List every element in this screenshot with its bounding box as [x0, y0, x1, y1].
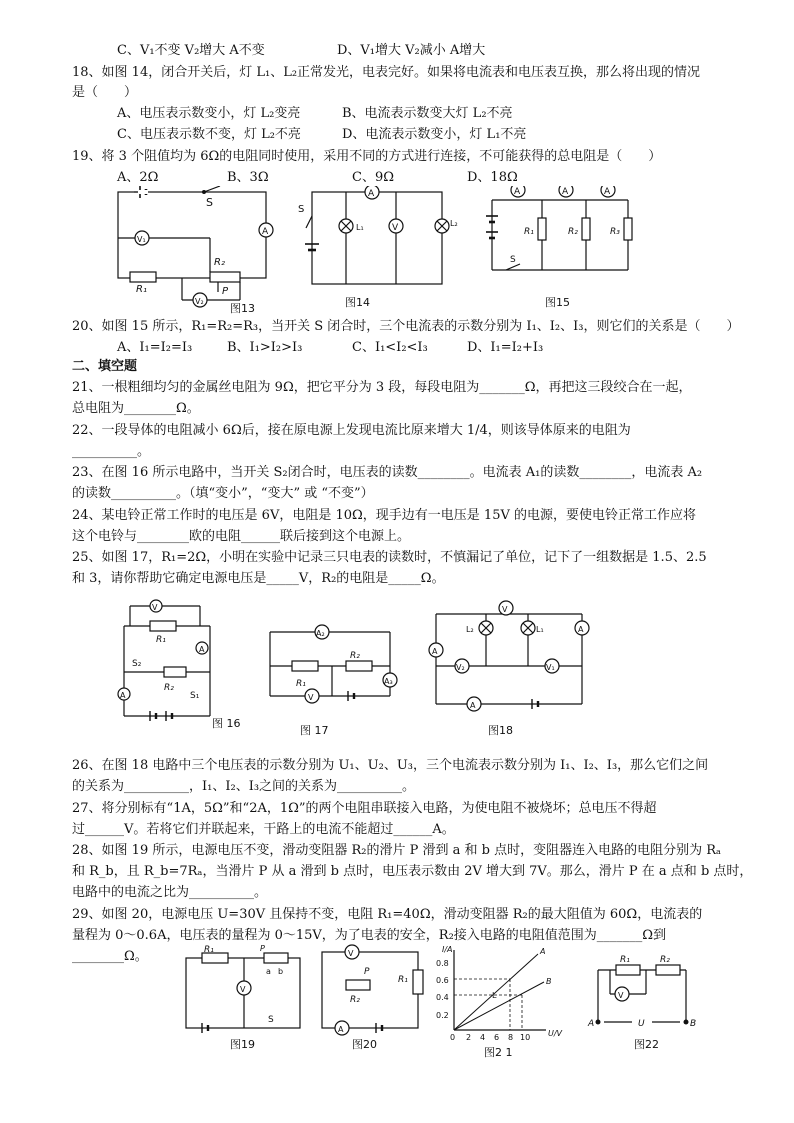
figure-13-circuit: [118, 186, 273, 307]
svg-text:V: V: [348, 949, 354, 958]
figure-15-caption: 图15: [545, 296, 570, 309]
q19-option-b: B、3Ω: [227, 170, 269, 185]
q19-option-c: C、9Ω: [352, 170, 394, 185]
svg-text:A: A: [578, 625, 584, 634]
svg-text:S: S: [268, 1015, 274, 1025]
figure-18-caption: 图18: [488, 724, 513, 737]
svg-text:R₁: R₁: [620, 955, 630, 965]
svg-text:R₂: R₂: [350, 651, 360, 661]
figure-22-caption: 图22: [634, 1038, 659, 1051]
figures-16-17-18: [110, 596, 610, 738]
q19-option-a: A、2Ω: [117, 170, 159, 185]
svg-text:0: 0: [450, 1033, 456, 1042]
q17-options: [117, 42, 485, 60]
q20-option-b: B、I₁>I₂>I₃: [227, 340, 303, 355]
svg-text:R₁: R₁: [204, 945, 214, 955]
svg-text:4: 4: [480, 1033, 486, 1042]
svg-text:L₂: L₂: [466, 625, 474, 634]
q18-stem: 18、如图 14，闭合开关后，灯 L₁、L₂正常发光，电表完好。如果将电流表和电压表互换，那么将出现的情况: [72, 65, 701, 80]
svg-text:b: b: [278, 967, 284, 976]
figure-18-circuit: [429, 601, 589, 711]
svg-text:6: 6: [494, 1033, 500, 1042]
svg-text:A: A: [120, 691, 126, 700]
svg-text:S: S: [298, 204, 305, 215]
svg-text:10: 10: [520, 1033, 531, 1042]
svg-text:0.8: 0.8: [436, 959, 449, 968]
svg-text:V: V: [392, 223, 399, 233]
q20-options: [117, 339, 543, 357]
svg-text:2: 2: [466, 1033, 472, 1042]
svg-text:A: A: [338, 1025, 344, 1034]
svg-text:R₁: R₁: [296, 679, 306, 689]
svg-text:B: B: [690, 1019, 697, 1029]
figure-16-caption: 图 16: [212, 717, 241, 730]
svg-text:V₂: V₂: [195, 297, 204, 306]
svg-text:L₁: L₁: [356, 223, 364, 232]
svg-text:I/A: I/A: [442, 945, 453, 954]
q18-option-c: C、电压表示数不变，灯 L₂不亮: [117, 127, 301, 142]
svg-text:P: P: [364, 967, 370, 977]
q25-line1: 25、如图 17，R₁=2Ω，小明在实验中记录三只电表的读数时，不慎漏记了单位，记下了一组数据是 1.5、2.5: [72, 550, 707, 565]
svg-text:V: V: [308, 693, 314, 702]
svg-text:V₁: V₁: [137, 235, 146, 244]
q18-option-a: A、电压表示数变小，灯 L₂变亮: [117, 106, 301, 121]
figure-20-circuit: [322, 945, 423, 1035]
figure-15-circuit: [486, 186, 632, 270]
q20-stem: 20、如图 15 所示，R₁=R₂=R₃，当开关 S 闭合时，三个电流表的示数分别为 I₁、I₂、I₃，则它们的关系是（ ）: [72, 319, 740, 334]
svg-text:0.4: 0.4: [436, 993, 449, 1002]
q19-options: [117, 169, 518, 187]
svg-text:A: A: [604, 187, 611, 197]
svg-text:A: A: [562, 187, 569, 197]
q26-line2: 的关系为__________，I₁、I₂、I₃之间的关系为__________。: [72, 779, 416, 794]
q20-option-d: D、I₁=I₂+I₃: [467, 340, 544, 355]
q24-line1: 24、某电铃正常工作时的电压是 6V，电阻是 10Ω，现手边有一电压是 15V 的电源，要使电铃正常工作应将: [72, 508, 696, 523]
svg-text:R₁: R₁: [156, 635, 166, 645]
q27-line2: 过______V。若将它们并联起来，干路上的电流不能超过______A。: [72, 822, 455, 837]
svg-text:U/V: U/V: [548, 1029, 563, 1038]
q26-line1: 26、在图 18 电路中三个电压表的示数分别为 U₁、U₂、U₃，三个电流表示数分别为 I₁、I₂、I₃，那么它们之间: [72, 758, 709, 773]
q29-line3: ________Ω。: [72, 949, 148, 964]
svg-text:V: V: [502, 605, 508, 614]
svg-text:L₂: L₂: [450, 219, 458, 228]
svg-text:A₃: A₃: [384, 677, 393, 686]
q20-option-c: C、I₁<I₂<I₃: [352, 340, 428, 355]
svg-text:V: V: [152, 603, 158, 612]
q27-line1: 27、将分别标有“1A，5Ω”和“2A，1Ω”的两个电阻串联接入电路，为使电阻不被烧坏；总电压不得超: [72, 801, 657, 816]
figure-13-caption: 图13: [230, 302, 255, 315]
svg-text:R₂: R₂: [350, 995, 360, 1005]
svg-text:A: A: [470, 701, 476, 710]
svg-text:0.2: 0.2: [436, 1011, 449, 1020]
svg-text:P: P: [260, 944, 265, 953]
svg-text:R₁: R₁: [524, 227, 534, 237]
q21-line2: 总电阻为________Ω。: [72, 401, 200, 416]
q21-line1: 21、一根粗细均匀的金属丝电阻为 9Ω，把它平分为 3 段，每段电阻为_______Ω，再把这三段绞合在一起，: [72, 380, 692, 395]
q20-option-a: A、I₁=I₂=I₃: [117, 340, 193, 355]
figure-17-circuit: [270, 625, 397, 703]
svg-text:R₂: R₂: [214, 257, 225, 268]
q22-line2: __________。: [72, 444, 151, 459]
svg-text:V₂: V₂: [456, 663, 465, 672]
figure-16-circuit: [118, 600, 210, 721]
q28-line2: 和 R_b，且 R_b=7Rₐ，当滑片 P 从 a 滑到 b 点时，电压表示数由 2V 增大到 7V。那么，滑片 P 在 a 点和 b 点时，: [72, 864, 753, 879]
section-heading-fill-in: 二、填空题: [72, 359, 138, 374]
svg-text:A: A: [540, 947, 546, 956]
q24-line2: 这个电铃与________欧的电阻______联后接到这个电源上。: [72, 529, 411, 544]
svg-text:B: B: [546, 977, 552, 986]
figure-22-circuit: [587, 955, 696, 1029]
svg-text:A₂: A₂: [316, 629, 325, 638]
svg-text:R₂: R₂: [660, 955, 670, 965]
svg-text:R₂: R₂: [568, 227, 578, 237]
svg-text:L₁: L₁: [536, 625, 544, 634]
svg-text:S₁: S₁: [190, 691, 200, 701]
svg-text:R₂: R₂: [164, 683, 174, 693]
figure-14-caption: 图14: [345, 296, 370, 309]
figure-21-caption: 图2 1: [484, 1046, 513, 1059]
figure-20-caption: 图20: [352, 1038, 377, 1051]
svg-text:L: L: [492, 991, 497, 1000]
q18-options-cd: [117, 126, 526, 144]
svg-text:A: A: [514, 187, 521, 197]
svg-text:P: P: [222, 286, 229, 297]
svg-text:S₂: S₂: [132, 659, 142, 669]
svg-text:R₃: R₃: [610, 227, 620, 237]
svg-text:A: A: [588, 1019, 595, 1029]
svg-text:A: A: [262, 227, 269, 237]
figure-14-circuit: [298, 186, 458, 284]
svg-text:8: 8: [508, 1033, 514, 1042]
q18-stem-cont: 是（ ）: [72, 85, 138, 100]
svg-text:S: S: [206, 196, 213, 209]
svg-text:V₁: V₁: [546, 663, 555, 672]
q28-line1: 28、如图 19 所示，电源电压不变，滑动变阻器 R₂的滑片 P 滑到 a 和 b 点时，变阻器连入电路的电阻分别为 Rₐ: [72, 843, 722, 858]
q29-line2: 量程为 0～0.6A，电压表的量程为 0～15V，为了电表的安全，R₂接入电路的电阻值范围为_______Ω到: [72, 928, 667, 943]
q17-option-d: D、V₁增大 V₂减小 A增大: [337, 43, 486, 58]
svg-text:V: V: [240, 985, 246, 994]
svg-text:A: A: [199, 645, 205, 654]
figure-21-iu-graph: [436, 945, 563, 1042]
svg-text:A: A: [432, 647, 438, 656]
q25-line2: 和 3，请你帮助它确定电源电压是_____V，R₂的电阻是_____Ω。: [72, 571, 445, 586]
figure-19-caption: 图19: [230, 1038, 255, 1051]
svg-text:a: a: [266, 967, 271, 976]
q18-options-ab: [117, 105, 513, 123]
svg-text:R₁: R₁: [136, 284, 147, 295]
q28-line3: 电路中的电流之比为__________。: [72, 885, 268, 900]
q22-line1: 22、一段导体的电阻减小 6Ω后，接在原电源上发现电流比原来增大 1/4，则该导体原来的电阻为: [72, 423, 631, 438]
q19-option-d: D、18Ω: [467, 170, 518, 185]
q18-option-b: B、电流表示数变大灯 L₂不亮: [342, 106, 513, 121]
svg-text:U: U: [638, 1019, 645, 1029]
svg-text:R₁: R₁: [398, 975, 408, 985]
figure-19-circuit: [186, 944, 300, 1033]
q23-line1: 23、在图 16 所示电路中，当开关 S₂闭合时，电压表的读数________。电流表 A₁的读数________，电流表 A₂: [72, 465, 703, 480]
svg-text:A: A: [368, 189, 375, 199]
q29-line1: 29、如图 20，电源电压 U=30V 且保持不变，电阻 R₁=40Ω，滑动变阻器 R₂的最大阻值为 60Ω，电流表的: [72, 907, 703, 922]
q23-line2: 的读数__________。（填“变小”，“变大” 或 “不变”）: [72, 486, 374, 501]
svg-text:S: S: [510, 255, 516, 265]
figure-17-caption: 图 17: [300, 724, 329, 737]
q18-option-d: D、电流表示数变小，灯 L₁不亮: [342, 127, 527, 142]
q17-option-c: C、V₁不变 V₂增大 A不变: [117, 43, 265, 58]
q19-stem: 19、将 3 个阻值均为 6Ω的电阻同时使用，采用不同的方式进行连接，不可能获得的总电阻是（ ）: [72, 149, 662, 164]
svg-text:V: V: [618, 991, 624, 1000]
figures-13-14-15: [100, 186, 660, 312]
svg-text:0.6: 0.6: [436, 976, 449, 985]
